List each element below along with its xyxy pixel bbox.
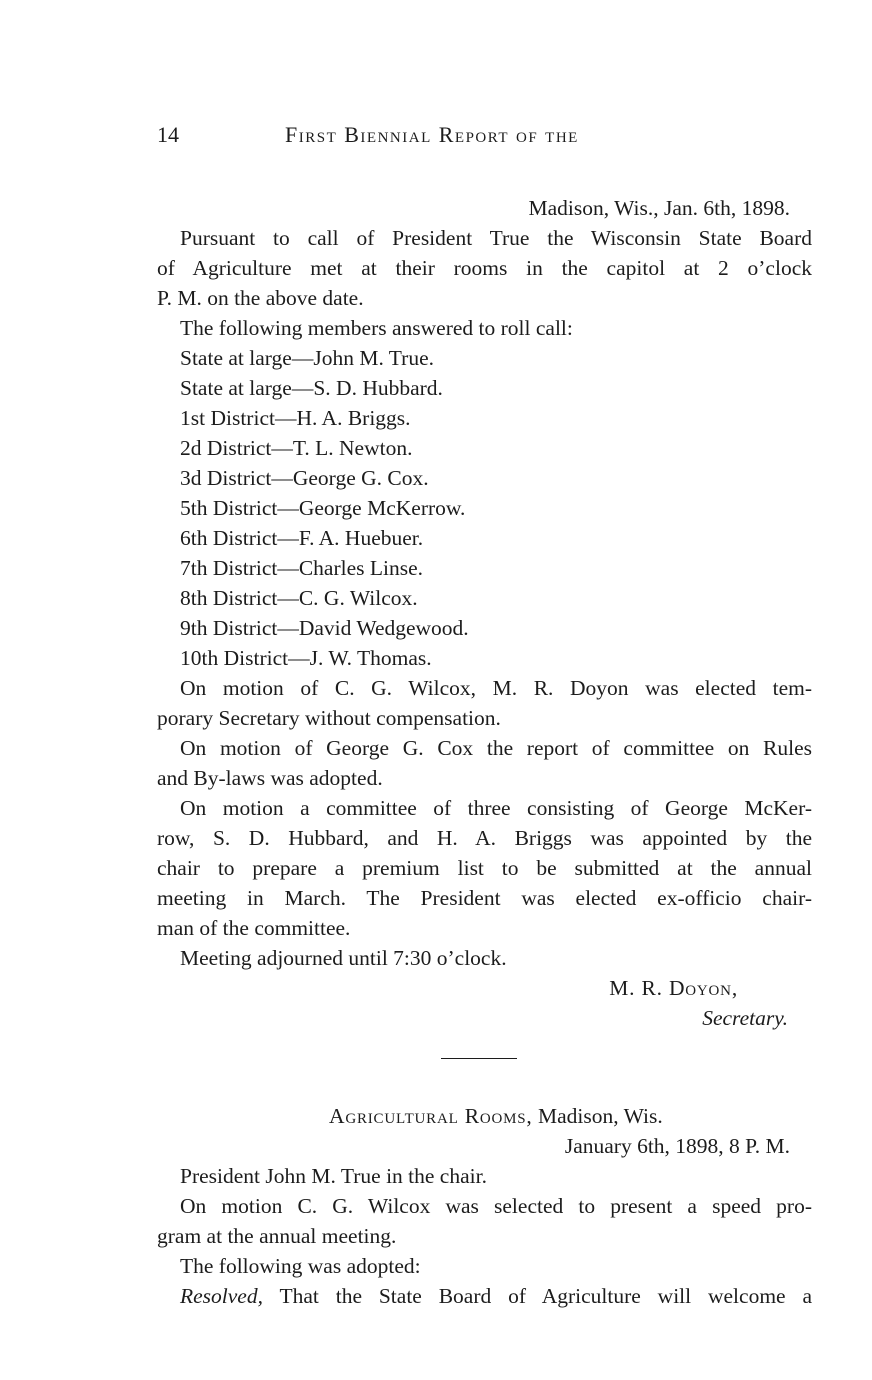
roll-call-entry: 7th District—Charles Linse. <box>180 556 424 580</box>
intro-line: P. M. on the above date. <box>157 286 364 310</box>
roll-call-entry: 3d District—George G. Cox. <box>180 466 429 490</box>
roll-call-entry: 6th District—F. A. Huebuer. <box>180 526 424 550</box>
heading-place: Madison, Wis. <box>532 1104 663 1128</box>
motion-line: On motion of George G. Cox the report of committee on Rules <box>180 736 812 760</box>
motion-line: On motion a committee of three consisting of George McKer- <box>180 796 812 820</box>
motion-line: On motion C. G. Wilcox was selected to present a speed pro- <box>180 1194 812 1218</box>
section-heading <box>157 1101 812 1131</box>
motion-line: gram at the annual meeting. <box>157 1224 397 1248</box>
motion-line: man of the committee. <box>157 916 351 940</box>
motion-line: porary Secretary without compensation. <box>157 706 501 730</box>
page-number: 14 <box>157 122 179 147</box>
heading-rooms: Agricultural Rooms, <box>329 1104 533 1128</box>
chair-line: President John M. True in the chair. <box>180 1164 487 1188</box>
motion-line: chair to prepare a premium list to be submitted at the annual <box>157 856 812 880</box>
dateline: Madison, Wis., Jan. 6th, 1898. <box>528 196 790 220</box>
motion-line: On motion of C. G. Wilcox, M. R. Doyon was elected tem- <box>180 676 812 700</box>
resolution-line <box>157 1281 812 1311</box>
roll-call-entry: 5th District—George McKerrow. <box>180 496 466 520</box>
running-title: First Biennial Report of the <box>285 122 579 147</box>
page-body <box>157 193 812 1311</box>
running-head <box>157 118 717 152</box>
intro-line: of Agriculture met at their rooms in the capitol at 2 o’clock <box>157 256 812 280</box>
motion-line: row, S. D. Hubbard, and H. A. Briggs was appointed by the <box>157 826 812 850</box>
section-date: January 6th, 1898, 8 P. M. <box>564 1134 790 1158</box>
roll-call-entry: 9th District—David Wedgewood. <box>180 616 469 640</box>
roll-call-entry: State at large—John M. True. <box>180 346 435 370</box>
roll-call-entry: 8th District—C. G. Wilcox. <box>180 586 418 610</box>
resolved-word: Resolved, <box>180 1284 263 1308</box>
signature-name: M. R. Doyon, <box>609 976 738 1000</box>
motion-line: meeting in March. The President was elected ex-officio chair- <box>157 886 812 910</box>
roll-call-entry: 2d District—T. L. Newton. <box>180 436 413 460</box>
divider-spacing <box>157 1059 812 1101</box>
roll-call-entry: 1st District—H. A. Briggs. <box>180 406 411 430</box>
adjournment: Meeting adjourned until 7:30 o’clock. <box>180 946 507 970</box>
intro-line: Pursuant to call of President True the Wisconsin State Board <box>180 226 812 250</box>
roll-call-entry: 10th District—J. W. Thomas. <box>180 646 432 670</box>
roll-call-entry: State at large—S. D. Hubbard. <box>180 376 443 400</box>
motion-line: and By-laws was adopted. <box>157 766 383 790</box>
adopted-intro: The following was adopted: <box>180 1254 421 1278</box>
resolution-text: That the State Board of Agriculture will welcome a <box>262 1284 812 1308</box>
roll-call-intro: The following members answered to roll call: <box>180 316 573 340</box>
signature-title: Secretary. <box>702 1006 788 1030</box>
